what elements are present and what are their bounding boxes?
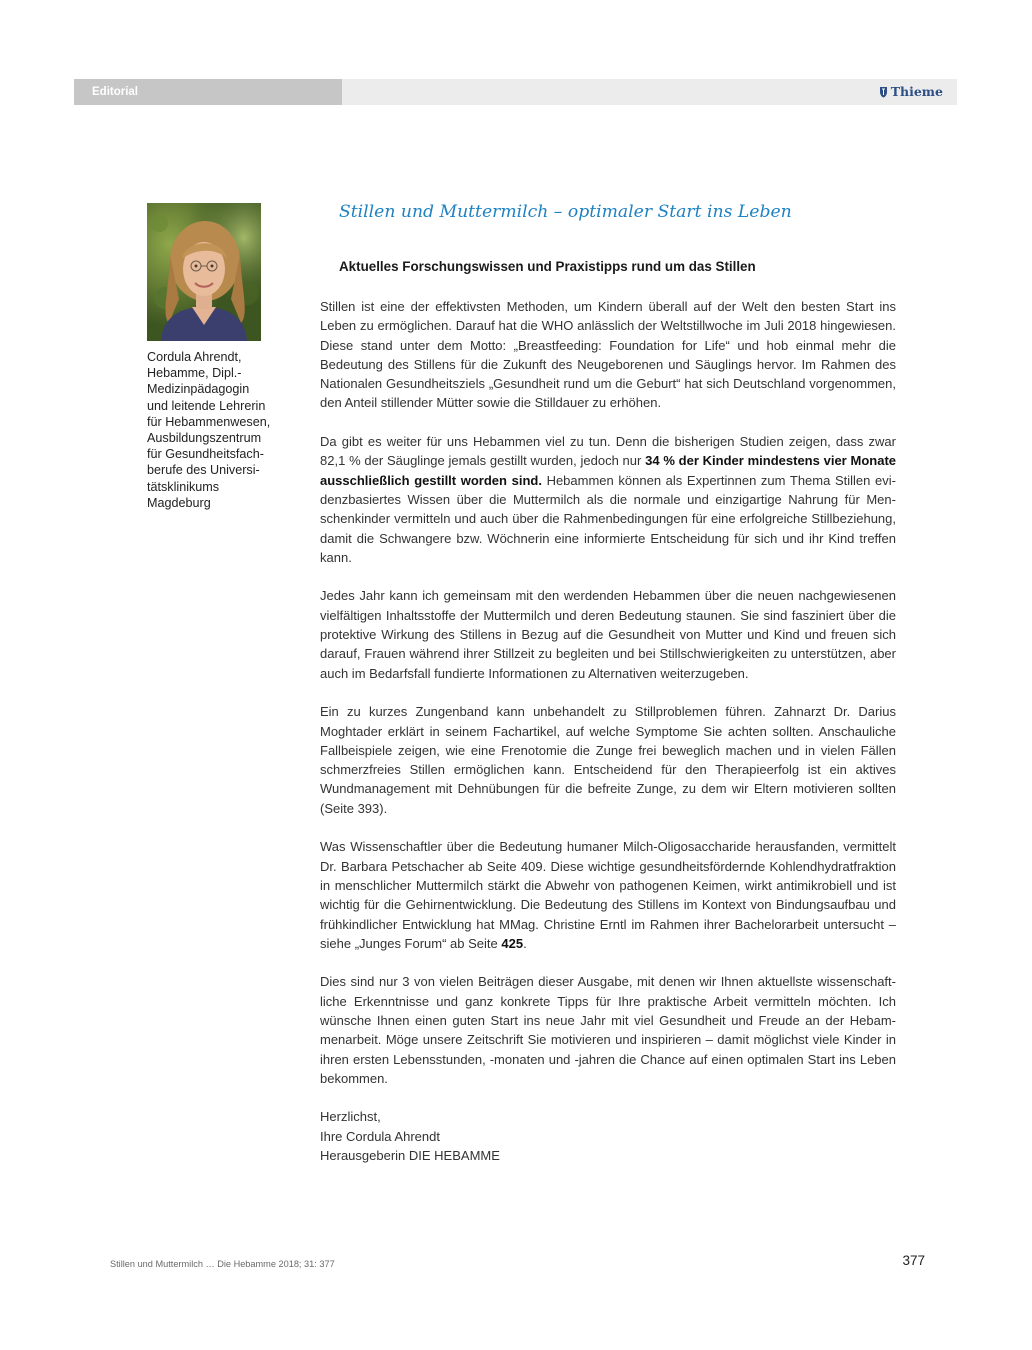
- section-label: Editorial: [74, 79, 342, 105]
- caption-line: berufe des Universi-: [147, 463, 260, 478]
- p5-page-ref: 425: [501, 935, 524, 951]
- p2-highlight: 34 % der Kinder mindestens vier Monate ausschließlich gestillt worden sind.: [320, 453, 897, 488]
- header-bar: [74, 79, 957, 105]
- caption-line: tätsklinikums: [147, 479, 220, 494]
- article-subtitle: Aktuelles Forschungswissen und Praxistipps rund um das Stillen: [339, 259, 756, 274]
- paragraph-6: Dies sind nur 3 von vielen Beiträgen dieser Ausgabe, mit denen wir Ihnen aktuellste wissenschaftliche Erkenntnisse und ganz konkrete Tipps für Ihre praktische Arbeit vermitteln möchten. Ich wünsche Ihnen einen guten Start ins neue Jahr mit viel Gesundheit und Freude an der Hebammenarbeit. Möge unsere Zeitschrift Sie motivieren und inspirieren – damit möglichst viele Kinder in ihren ersten Lebensstunden, -monaten und -jahren die Chance auf einen optimalen Start ins Leben bekommen.: [320, 974, 896, 1086]
- signoff-greeting: Herzlichst,: [320, 1109, 381, 1125]
- caption-line: Ausbildungszentrum: [147, 431, 262, 446]
- caption-line: und leitende Lehrerin: [147, 398, 266, 413]
- signoff-name: Ihre Cordula Ahrendt: [320, 1128, 440, 1144]
- p2-text: Da gibt es weiter für uns Hebammen viel zu tun. Denn die bisherigen Studien zeigen, dass zwar 82,1 % der Säuglinge jemals gestillt wurden, jedoch nur: [320, 434, 896, 469]
- caption-line: Magdeburg: [147, 495, 211, 510]
- signoff-role: Herausgeberin DIE HEBAMME: [320, 1148, 500, 1164]
- paragraph-1: Stillen ist eine der effektivsten Methoden, um Kindern überall auf der Welt den besten Start ins Leben zu ermöglichen. Darauf hat die WHO anlässlich der Weltstillwoche im Juli 2018 hingewiesen. Diese stand unter dem Motto: „Breastfeeding: Foundation for Life“ und hob einmal mehr die Bedeutung des Stillens für die Zukunft des Neugeborenen und Säuglings hervor. Im Rahmen des Nationalen Gesundheitsziels „Gesundheit rund um die Geburt“ hat sich Deutschland vorgenommen, den Anteil stillender Mütter sowie die Stilldauer zu erhöhen.: [320, 299, 896, 411]
- paragraph-3: Jedes Jahr kann ich gemeinsam mit den werdenden Hebammen über die neuen nachgewiesenen vielfältigen Inhaltsstoffe der Muttermilch und deren Bedeutung staunen. Sie sind fasziniert über die protektive Wirkung des Stillens in Bezug auf die Gesundheit von Mutter und Kind und freuen sich darauf, Frauen während ihrer Stillzeit zu begleiten und bei Stillschwierigkeiten zu unterstützen, aber auch im Bedarfsfall fundierte Informationen zu Alternativen weiterzugeben.: [320, 588, 896, 681]
- author-photo: [147, 203, 261, 341]
- paragraph-5: [320, 837, 896, 953]
- p5-text-end: .: [523, 935, 527, 951]
- caption-line: Cordula Ahrendt,: [147, 350, 242, 364]
- author-caption: [147, 349, 287, 511]
- caption-line: Hebamme, Dipl.-: [147, 366, 242, 381]
- caption-line: für Hebammenwesen,: [147, 414, 271, 429]
- footer-citation: Stillen und Muttermilch … Die Hebamme 2018; 31: 377: [110, 1259, 335, 1269]
- paragraph-2: [320, 432, 896, 567]
- caption-line: Medizinpädagogin: [147, 382, 250, 397]
- p5-text: Was Wissenschaftler über die Bedeutung humaner Milch-Oligosaccharide herausfanden, vermittelt Dr. Barbara Petschacher ab Seite 409. Diese wichtige gesundheitsfördernde Kohlendhydratfraktion in menschlicher Muttermilch stärkt die Abwehr von pathogenen Keimen, wirkt antimikrobiell und ist wichtig für die Gehirnentwicklung. Die Bedeutung des Stillens im Kontext von Bindungsaufbau und frühkindlicher Entwicklung hat MMag. Christine Erntl im Rahmen ihrer Bachelorarbeit untersucht – siehe „Junges Forum“ ab Seite: [320, 839, 896, 951]
- signoff: [320, 1107, 896, 1165]
- p2-text-end: Hebammen können als Expertinnen zum Thema Stillen evidenzbasiertes Wissen über die Muttermilch als die normale und einzigartige Nahrung für Menschenkinder vermitteln und auch über die Rahmenbedingungen für eine erfolgreiche Stillbeziehung, damit die Schwangere bzw. Wöchnerin eine informierte Entscheidung für sich und ihr Kind treffen kann.: [320, 472, 896, 565]
- thieme-crest-icon: [879, 86, 888, 98]
- publisher-name: Thieme: [890, 84, 943, 99]
- page-number: 377: [902, 1253, 925, 1268]
- article-title: Stillen und Muttermilch – optimaler Start ins Leben: [339, 202, 792, 222]
- paragraph-4: Ein zu kurzes Zungenband kann unbehandelt zu Stillproblemen führen. Zahnarzt Dr. Darius Moghtader erklärt in seinem Fachartikel, auf welche Symptome Sie achten sollten. Anschauliche Fallbeispiele zeigen, wie eine Frenotomie die Zunge frei beweglich machen und in vielen Fällen schmerzfreies Stillen ermöglichen kann. Entscheidend für den Therapieerfolg ist ein aktives Wundmanagement mit Dehnübungen für die befreite Zunge, zu dem wir Eltern motivieren sollten (Seite 393).: [320, 704, 896, 816]
- publisher-logo: [879, 79, 943, 105]
- article-body: [320, 297, 896, 1165]
- caption-line: für Gesundheitsfach-: [147, 447, 264, 462]
